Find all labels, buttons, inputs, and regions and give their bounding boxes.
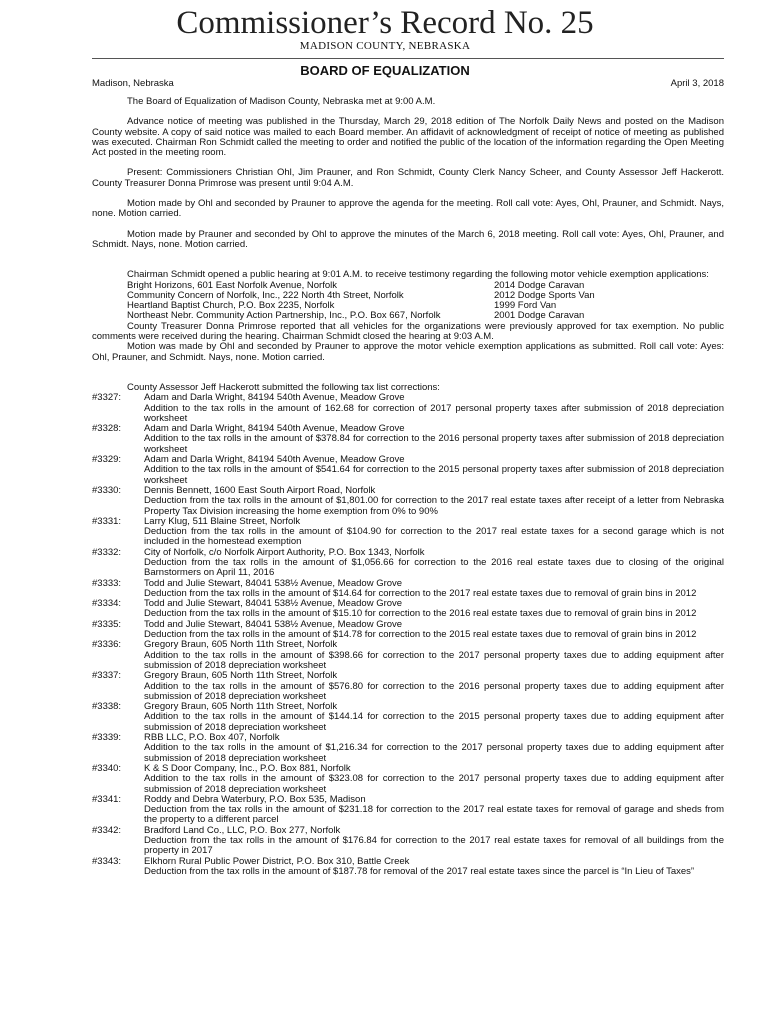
- correction-party: Gregory Braun, 605 North 11th Street, Norfolk: [144, 639, 338, 651]
- paragraph-minutes-motion: Motion made by Prauner and seconded by Ohl to approve the minutes of the March 6, 2018 meeting. Roll call vote: Ayes, Ohl, Prauner, and Schmidt. Nays, none. Motion carried.: [92, 228, 724, 250]
- correction-number: #3338:: [92, 701, 122, 713]
- correction-item: [92, 702, 724, 733]
- correction-party: Dennis Bennett, 1600 East South Airport Road, Norfolk: [144, 484, 376, 496]
- correction-party: Adam and Darla Wright, 84194 540th Avenue, Meadow Grove: [144, 392, 405, 404]
- correction-party: Bradford Land Co., LLC, P.O. Box 277, Norfolk: [144, 824, 341, 836]
- correction-description: Deduction from the tax rolls in the amount of $231.18 for correction to the 2017 real estate taxes for removal of garage and sheds from the property to a different parcel: [144, 804, 724, 826]
- correction-party: Todd and Julie Stewart, 84041 538½ Avenue, Meadow Grove: [144, 598, 403, 610]
- paragraph-hearing: Chairman Schmidt opened a public hearing at 9:01 A.M. to receive testimony regarding the following motor vehicle exemption applications:: [127, 269, 709, 281]
- paragraph-notice: Advance notice of meeting was published in the Thursday, March 29, 2018 edition of The Norfolk Daily News and posted on the Madison County website. A copy of said notice was mailed to each Board member. An affidavit of acknowledgment of receipt of notice of meeting as published was executed. Chairman Ron Schmidt called the meeting to order and notified the public of the location of the information regarding the Open Meeting Act posted in the meeting room.: [92, 116, 724, 159]
- correction-number: #3337:: [92, 670, 122, 682]
- correction-description: Deduction from the tax rolls in the amount of $14.78 for correction to the 2015 real estate taxes due to removal of grain bins in 2012: [144, 629, 697, 641]
- correction-party: Adam and Darla Wright, 84194 540th Avenue, Meadow Grove: [144, 423, 405, 435]
- application-organization: Bright Horizons, 601 East Norfolk Avenue, Norfolk: [127, 279, 337, 291]
- correction-party: Gregory Braun, 605 North 11th Street, Norfolk: [144, 670, 338, 682]
- application-vehicle: 2014 Dodge Caravan: [494, 279, 585, 291]
- correction-description: Addition to the tax rolls in the amount of $323.08 for correction to the 2017 personal property taxes due to adding equipment after submission of 2018 depreciation worksheet: [144, 773, 724, 795]
- application-vehicle: 1999 Ford Van: [494, 300, 557, 312]
- paragraph-present: Present: Commissioners Christian Ohl, Jim Prauner, and Ron Schmidt, County Clerk Nancy Scheer, and County Assessor Jeff Hackerott. County Treasurer Donna Primrose was present until 9:04 A.M.: [92, 167, 724, 189]
- paragraph-tax-corrections-intro: County Assessor Jeff Hackerott submitted the following tax list corrections:: [127, 381, 440, 393]
- correction-number: #3334:: [92, 598, 122, 610]
- correction-description: Deduction from the tax rolls in the amount of $176.84 for correction to the 2017 real estate taxes for removal of all buildings from the property in 2017: [144, 835, 724, 857]
- paragraph-call-to-order: The Board of Equalization of Madison County, Nebraska met at 9:00 A.M.: [127, 96, 436, 107]
- correction-number: #3329:: [92, 454, 122, 466]
- paragraph-agenda-motion: Motion made by Ohl and seconded by Prauner to approve the agenda for the meeting. Roll call vote: Ayes, Ohl, Prauner, and Schmidt. Nays, none. Motion carried.: [92, 198, 724, 220]
- correction-item: [92, 455, 724, 486]
- correction-party: Todd and Julie Stewart, 84041 538½ Avenue, Meadow Grove: [144, 577, 403, 589]
- correction-item: [92, 795, 724, 826]
- correction-item: [92, 620, 724, 641]
- header-rule: [92, 58, 724, 59]
- correction-item: [92, 671, 724, 702]
- correction-description: Addition to the tax rolls in the amount of $144.14 for correction to the 2015 personal property taxes due to adding equipment after submission of 2018 depreciation worksheet: [144, 711, 724, 733]
- correction-item: [92, 599, 724, 620]
- correction-party: K & S Door Company, Inc., P.O. Box 881, Norfolk: [144, 762, 351, 774]
- correction-description: Deduction from the tax rolls in the amount of $14.64 for correction to the 2017 real estate taxes due to removal of grain bins in 2012: [144, 587, 697, 599]
- correction-party: Elkhorn Rural Public Power District, P.O. Box 310, Battle Creek: [144, 855, 410, 867]
- paragraph-treasurer-report: County Treasurer Donna Primrose reported that all vehicles for the organizations were previously approved for tax exemption. No public comments were received during the hearing. Chairman Schmidt closed the hearing at 9:03 A.M.: [92, 320, 724, 343]
- correction-item: [92, 640, 724, 671]
- correction-description: Deduction from the tax rolls in the amount of $187.78 for removal of the 2017 real estate taxes since the parcel is “In Lieu of Taxes”: [144, 865, 695, 877]
- correction-item: [92, 579, 724, 600]
- application-vehicle: 2012 Dodge Sports Van: [494, 289, 595, 301]
- correction-description: Addition to the tax rolls in the amount of 162.68 for correction of 2017 personal property taxes after submission of 2018 depreciation worksheet: [144, 402, 724, 424]
- correction-item: [92, 424, 724, 455]
- county-subtitle: MADISON COUNTY, NEBRASKA: [299, 40, 471, 52]
- correction-item: [92, 393, 724, 424]
- correction-description: Deduction from the tax rolls in the amount of $1,801.00 for correction to the 2017 real estate taxes after receipt of a letter from Nebraska Property Tax Division increasing the home exemption from 0% to 90%: [144, 495, 724, 517]
- correction-number: #3328:: [92, 423, 122, 435]
- correction-item: [92, 517, 724, 548]
- correction-number: #3340:: [92, 762, 122, 774]
- minutes-body: [92, 97, 724, 877]
- correction-number: #3336:: [92, 639, 122, 651]
- correction-description: Addition to the tax rolls in the amount of $1,216.34 for correction to the 2017 personal property taxes due to adding equipment after submission of 2018 depreciation worksheet: [144, 742, 724, 764]
- correction-party: Larry Klug, 511 Blaine Street, Norfolk: [144, 515, 301, 527]
- record-title: Commissioner’s Record No. 25: [176, 5, 594, 41]
- exemption-applications: [92, 281, 724, 322]
- correction-party: Gregory Braun, 605 North 11th Street, Norfolk: [144, 701, 338, 713]
- correction-description: Deduction from the tax rolls in the amount of $1,056.66 for correction to the 2016 real estate taxes due to closing of the original Barnstormers on April 11, 2016: [144, 556, 724, 579]
- correction-party: RBB LLC, P.O. Box 407, Norfolk: [144, 732, 280, 744]
- correction-item: [92, 486, 724, 517]
- board-heading: BOARD OF EQUALIZATION: [300, 63, 470, 78]
- correction-item: [92, 857, 724, 878]
- correction-description: Addition to the tax rolls in the amount of $398.66 for correction to the 2017 personal property taxes due to adding equipment after submission of 2018 depreciation worksheet: [144, 649, 724, 671]
- correction-number: #3331:: [92, 515, 122, 527]
- correction-number: #3339:: [92, 732, 122, 744]
- correction-item: [92, 764, 724, 795]
- correction-number: #3330:: [92, 484, 122, 496]
- correction-description: Deduction from the tax rolls in the amount of $15.10 for correction to the 2016 real estate taxes due to removal of grain bins in 2012: [144, 608, 697, 620]
- correction-item: [92, 826, 724, 857]
- correction-number: #3333:: [92, 577, 122, 589]
- correction-number: #3341:: [92, 793, 122, 805]
- correction-number: #3327:: [92, 392, 122, 404]
- correction-party: City of Norfolk, c/o Norfolk Airport Authority, P.O. Box 1343, Norfolk: [144, 546, 425, 558]
- correction-party: Todd and Julie Stewart, 84041 538½ Avenue, Meadow Grove: [144, 618, 403, 630]
- application-organization: Community Concern of Norfolk, Inc., 222 North 4th Street, Norfolk: [127, 289, 404, 301]
- meeting-date: April 3, 2018: [670, 78, 724, 89]
- paragraph-exemption-motion: Motion was made by Ohl and seconded by Prauner to approve the motor vehicle exemption applications as submitted. Roll call vote: Ayes: Ohl, Prauner, and Schmidt. Nays, none. Motion carried.: [92, 341, 724, 363]
- application-organization: Heartland Baptist Church, P.O. Box 2235, Norfolk: [127, 300, 335, 312]
- correction-description: Deduction from the tax rolls in the amount of $104.90 for correction to the 2017 real estate taxes for a second garage which is not included in the homestead exemption: [144, 526, 724, 548]
- correction-number: #3335:: [92, 618, 122, 630]
- correction-description: Addition to the tax rolls in the amount of $541.64 for correction to the 2015 personal property taxes after submission of 2018 depreciation worksheet: [144, 464, 724, 486]
- application-vehicle: 2001 Dodge Caravan: [494, 310, 585, 322]
- meeting-location: Madison, Nebraska: [92, 78, 174, 89]
- correction-item: [92, 548, 724, 579]
- correction-description: Addition to the tax rolls in the amount of $576.80 for correction to the 2016 personal property taxes due to adding equipment after submission of 2018 depreciation worksheet: [144, 680, 724, 702]
- correction-number: #3343:: [92, 855, 122, 867]
- application-organization: Northeast Nebr. Community Action Partnership, Inc., P.O. Box 667, Norfolk: [127, 310, 441, 322]
- correction-party: Roddy and Debra Waterbury, P.O. Box 535, Madison: [144, 793, 366, 805]
- correction-number: #3342:: [92, 824, 122, 836]
- correction-item: [92, 733, 724, 764]
- correction-party: Adam and Darla Wright, 84194 540th Avenue, Meadow Grove: [144, 454, 405, 466]
- correction-description: Addition to the tax rolls in the amount of $378.84 for correction to the 2016 personal property taxes after submission of 2018 depreciation worksheet: [144, 433, 724, 455]
- tax-corrections-list: [92, 393, 724, 877]
- correction-number: #3332:: [92, 546, 122, 558]
